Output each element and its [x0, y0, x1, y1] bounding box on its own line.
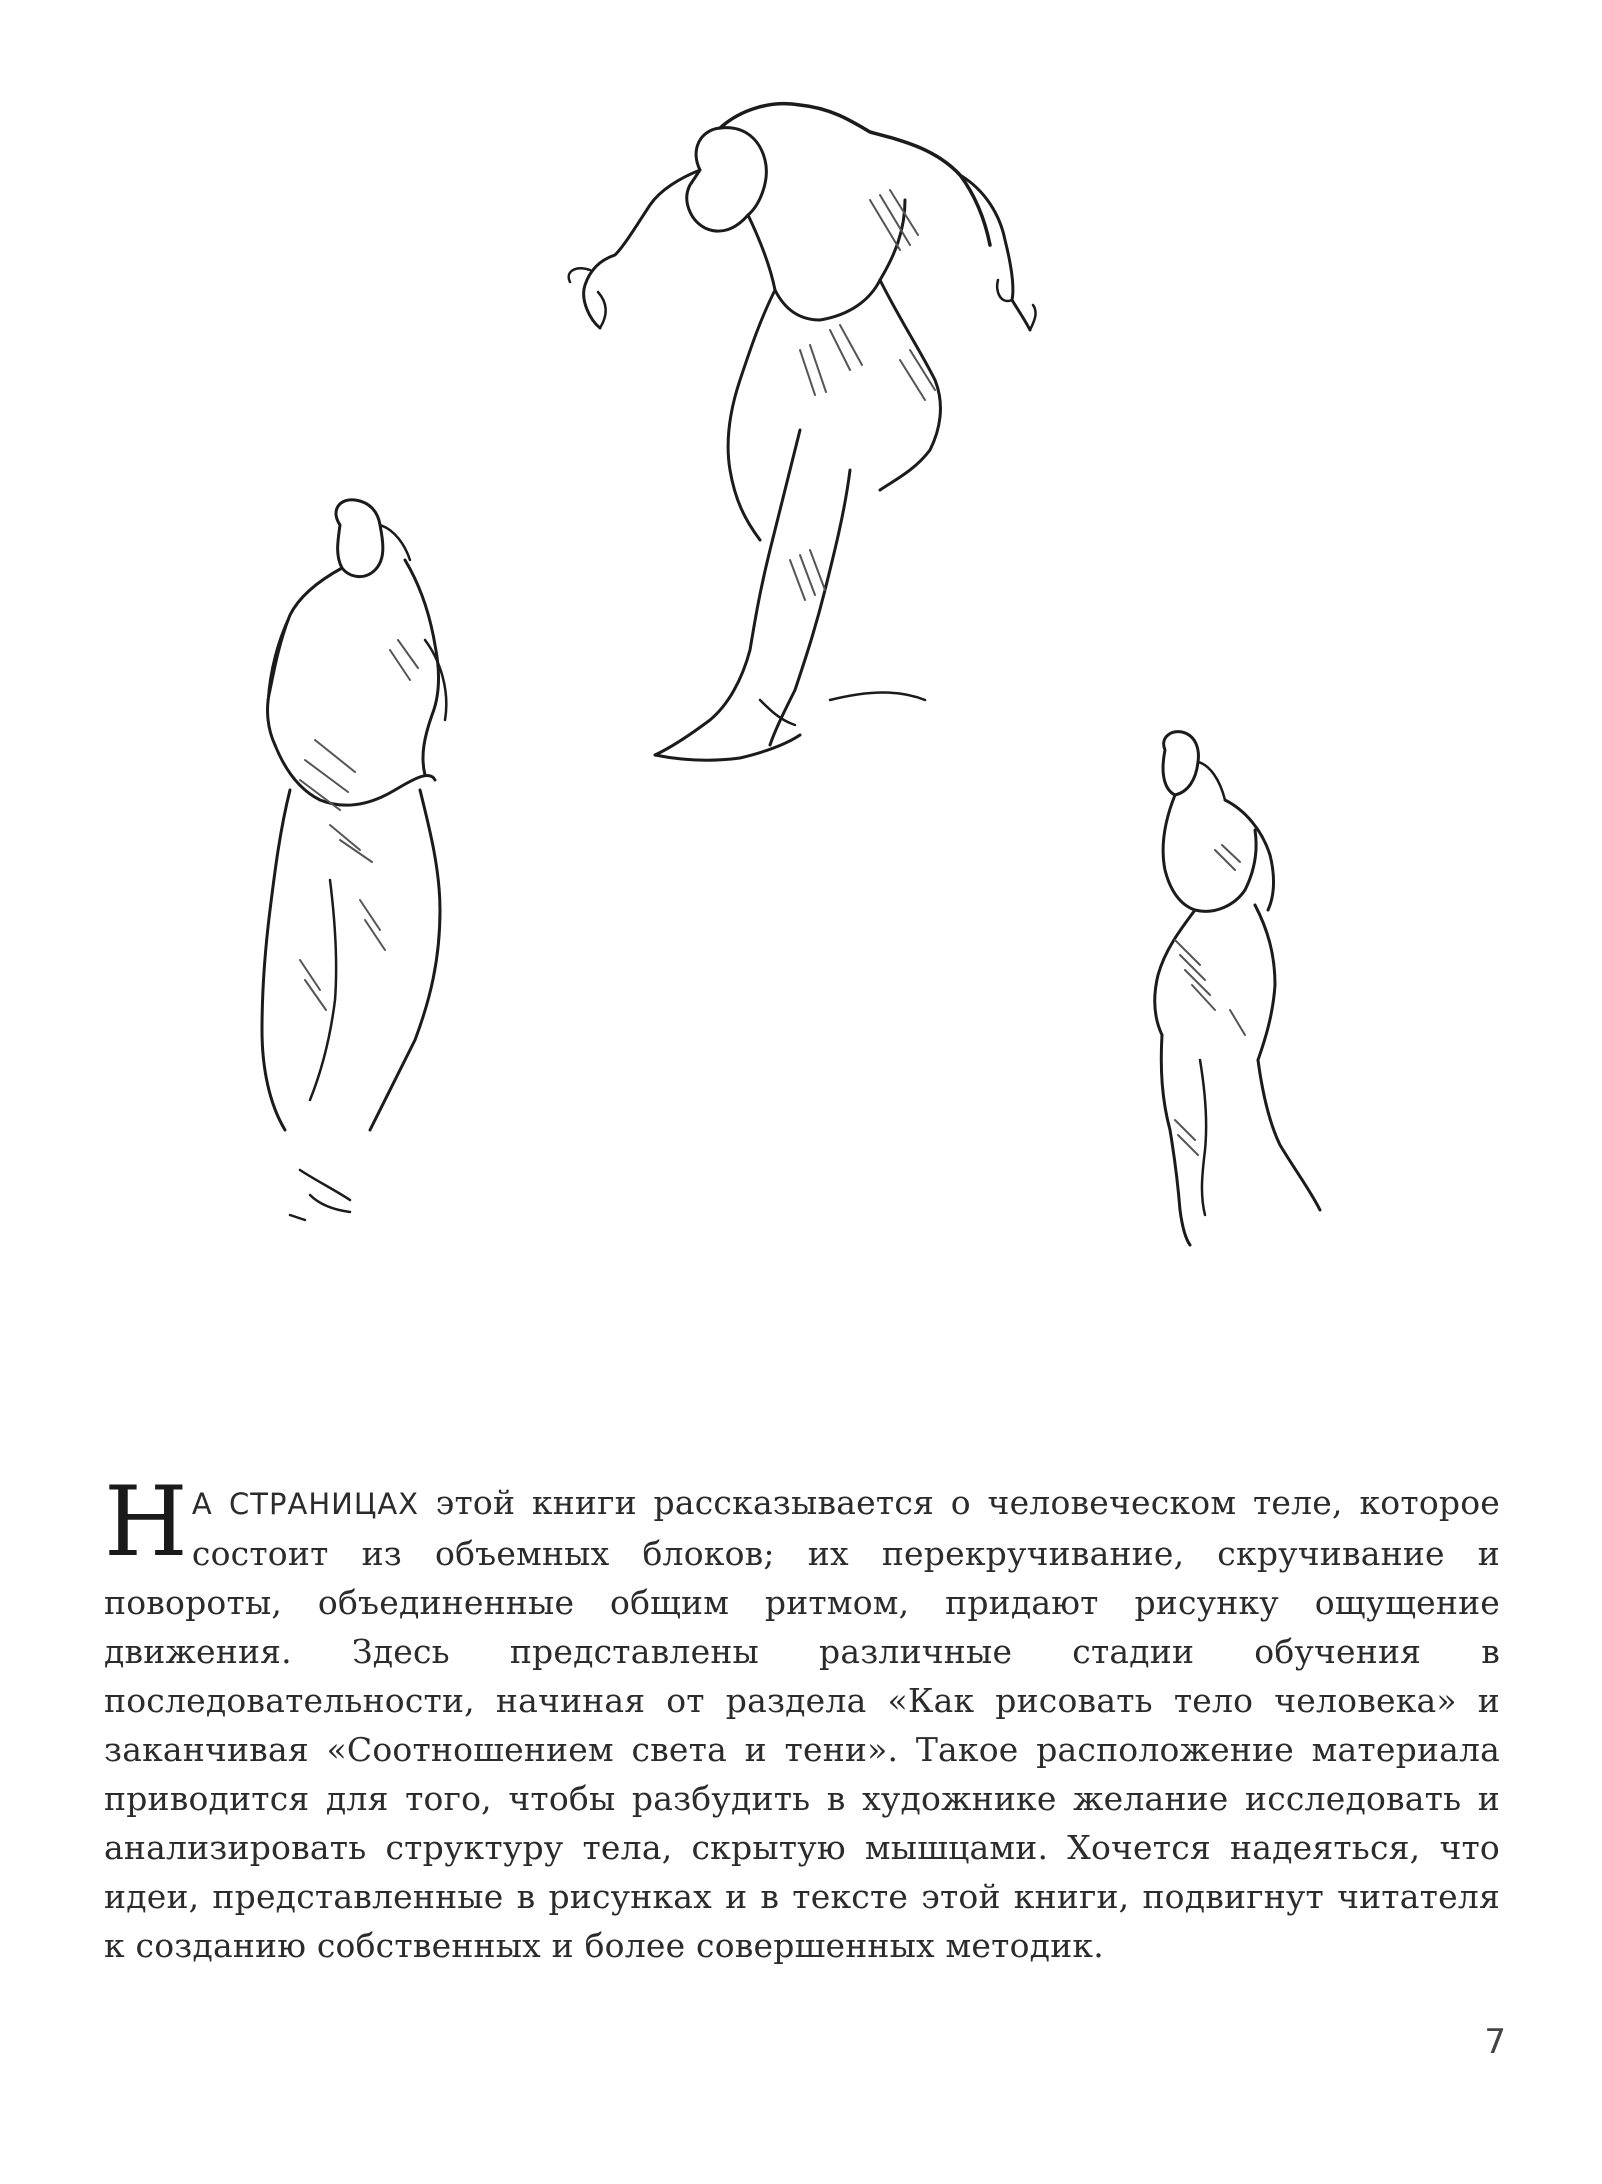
intro-paragraph	[104, 1466, 1501, 1970]
lead-caps: А СТРАНИЦАХ	[191, 1487, 420, 1521]
figure-standing-left-sketch	[262, 500, 446, 1220]
figure-standing-right-sketch	[1155, 732, 1320, 1245]
figure-leaping-sketch	[569, 104, 1036, 760]
page-number: 7	[1484, 2022, 1506, 2062]
drop-cap: Н	[104, 1466, 188, 1578]
intro-body-text: этой книги рассказывается о человеческом теле, которое состоит из объемных блоков; их перекручивание, скручивание и повороты, объединенные общим ритмом, придают рисунку ощущение движения. Здесь представлены различные стадии обучения в последовательности, начиная от раздела «Как рисовать тело человека» и заканчивая «Соотношением света и тени». Такое расположение материала приводится для того, чтобы разбудить в художнике желание исследовать и анализировать структуру тела, скрытую мышцами. Хочется надеяться, что идеи, представленные в рисунках и в тексте этой книги, подвигнут читателя к созданию собственных и более совершенных методик.	[104, 1483, 1501, 1965]
